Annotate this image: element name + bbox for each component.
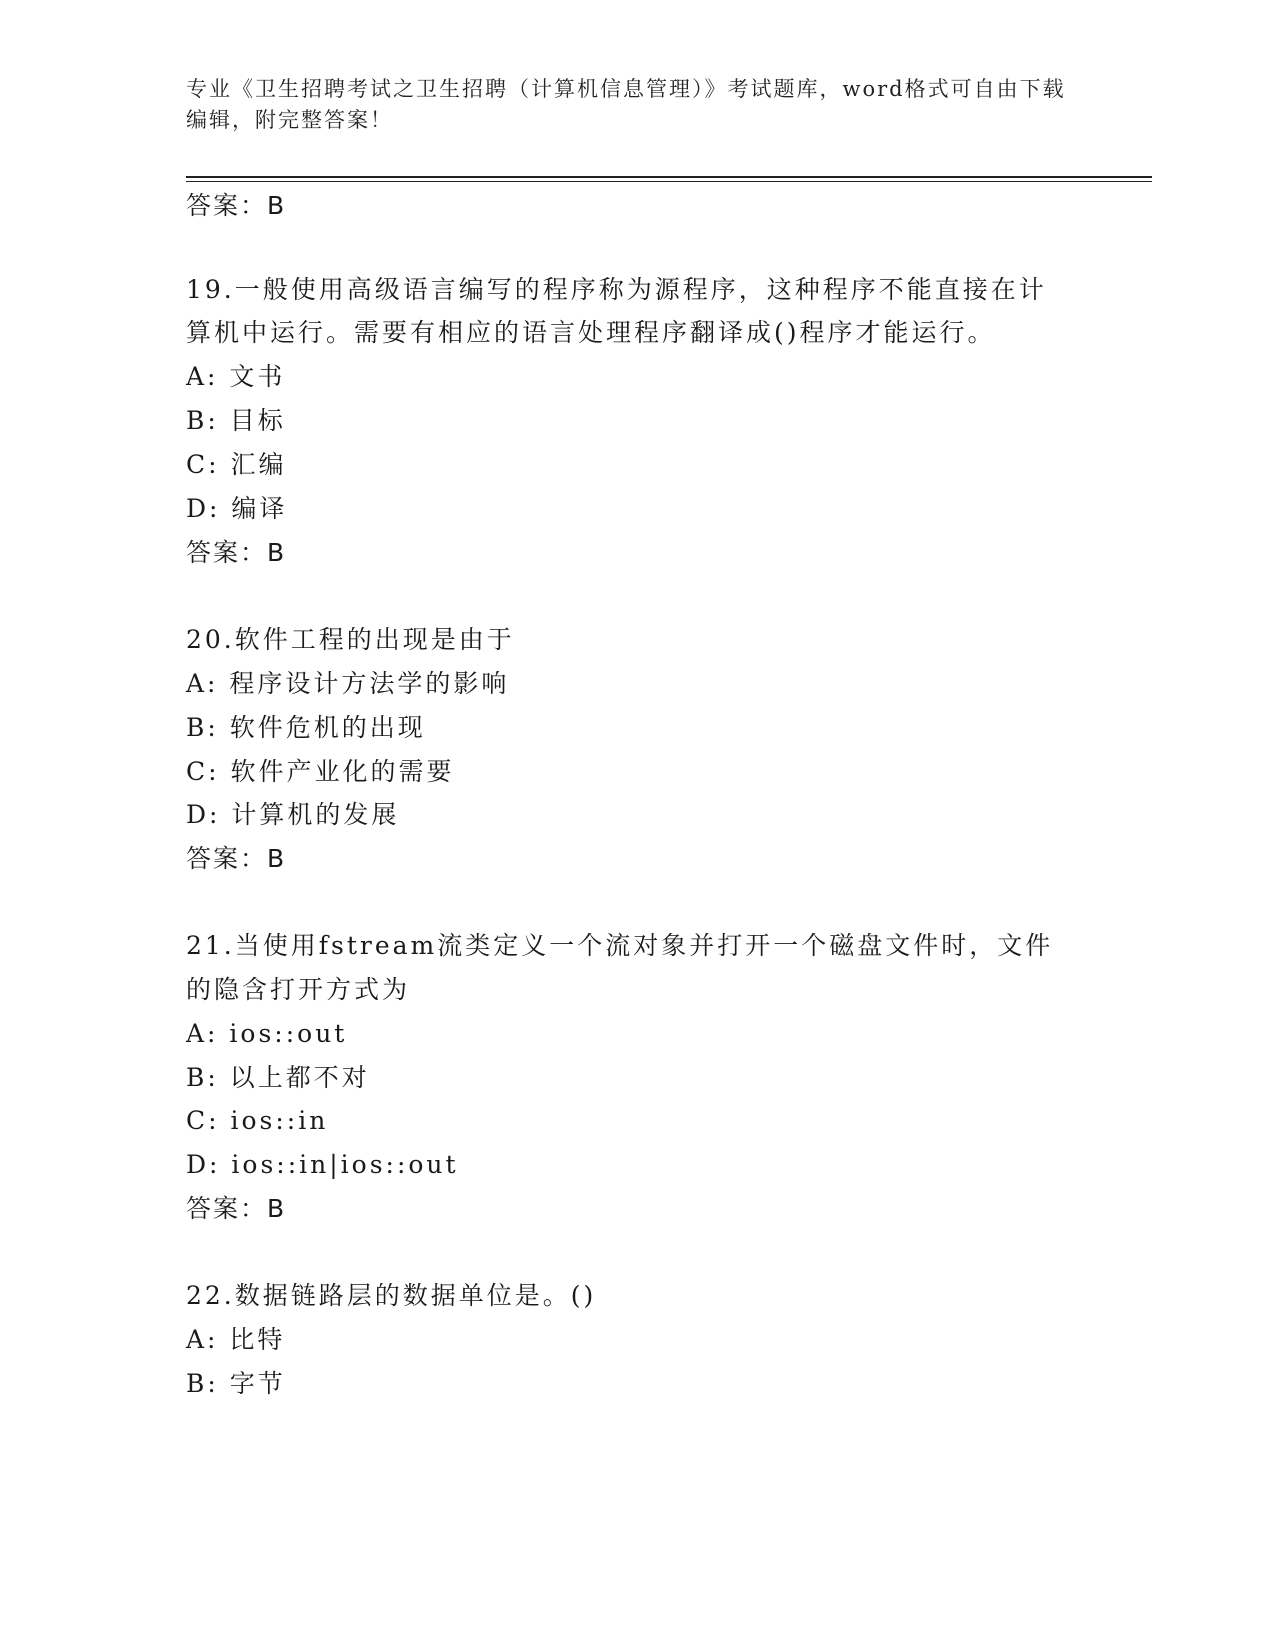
- question-20-option-c: C: 软件产业化的需要: [186, 757, 455, 786]
- question-19-option-b: B: 目标: [186, 406, 286, 435]
- question-22-option-b: B: 字节: [186, 1369, 286, 1398]
- question-19-answer: 答案：B: [186, 538, 287, 567]
- question-19-option-a: A: 文书: [186, 362, 286, 391]
- question-21-answer: 答案：B: [186, 1194, 287, 1223]
- question-22-line-1: 22.数据链路层的数据单位是。(): [186, 1281, 597, 1310]
- question-21-option-c: C: ios::in: [186, 1106, 329, 1135]
- question-21-line-1: 21.当使用fstream流类定义一个流对象并打开一个磁盘文件时，文件: [186, 931, 1054, 960]
- question-19-line-2: 算机中运行。需要有相应的语言处理程序翻译成()程序才能运行。: [186, 318, 996, 347]
- question-21-option-b: B: 以上都不对: [186, 1063, 370, 1092]
- question-20-line-1: 20.软件工程的出现是由于: [186, 625, 515, 654]
- question-22-option-a: A: 比特: [186, 1325, 286, 1354]
- question-19-option-d: D: 编译: [186, 494, 288, 523]
- answer-line: 答案：B: [186, 191, 287, 220]
- question-19-option-c: C: 汇编: [186, 450, 287, 479]
- header-rule-thin: [186, 181, 1152, 182]
- question-20-option-b: B: 软件危机的出现: [186, 713, 426, 742]
- question-21-option-a: A: ios::out: [186, 1019, 348, 1048]
- question-21-option-d: D: ios::in|ios::out: [186, 1150, 459, 1179]
- question-19-line-1: 19.一般使用高级语言编写的程序称为源程序，这种程序不能直接在计: [186, 275, 1047, 304]
- question-20-option-d: D: 计算机的发展: [186, 800, 400, 829]
- question-20-option-a: A: 程序设计方法学的影响: [186, 669, 510, 698]
- header-rule-thick: [186, 176, 1152, 178]
- document-header: 专业《卫生招聘考试之卫生招聘（计算机信息管理）》考试题库，word格式可自由下载编辑，附完整答案！: [186, 77, 1066, 132]
- question-21-line-2: 的隐含打开方式为: [186, 975, 411, 1004]
- question-20-answer: 答案：B: [186, 844, 287, 873]
